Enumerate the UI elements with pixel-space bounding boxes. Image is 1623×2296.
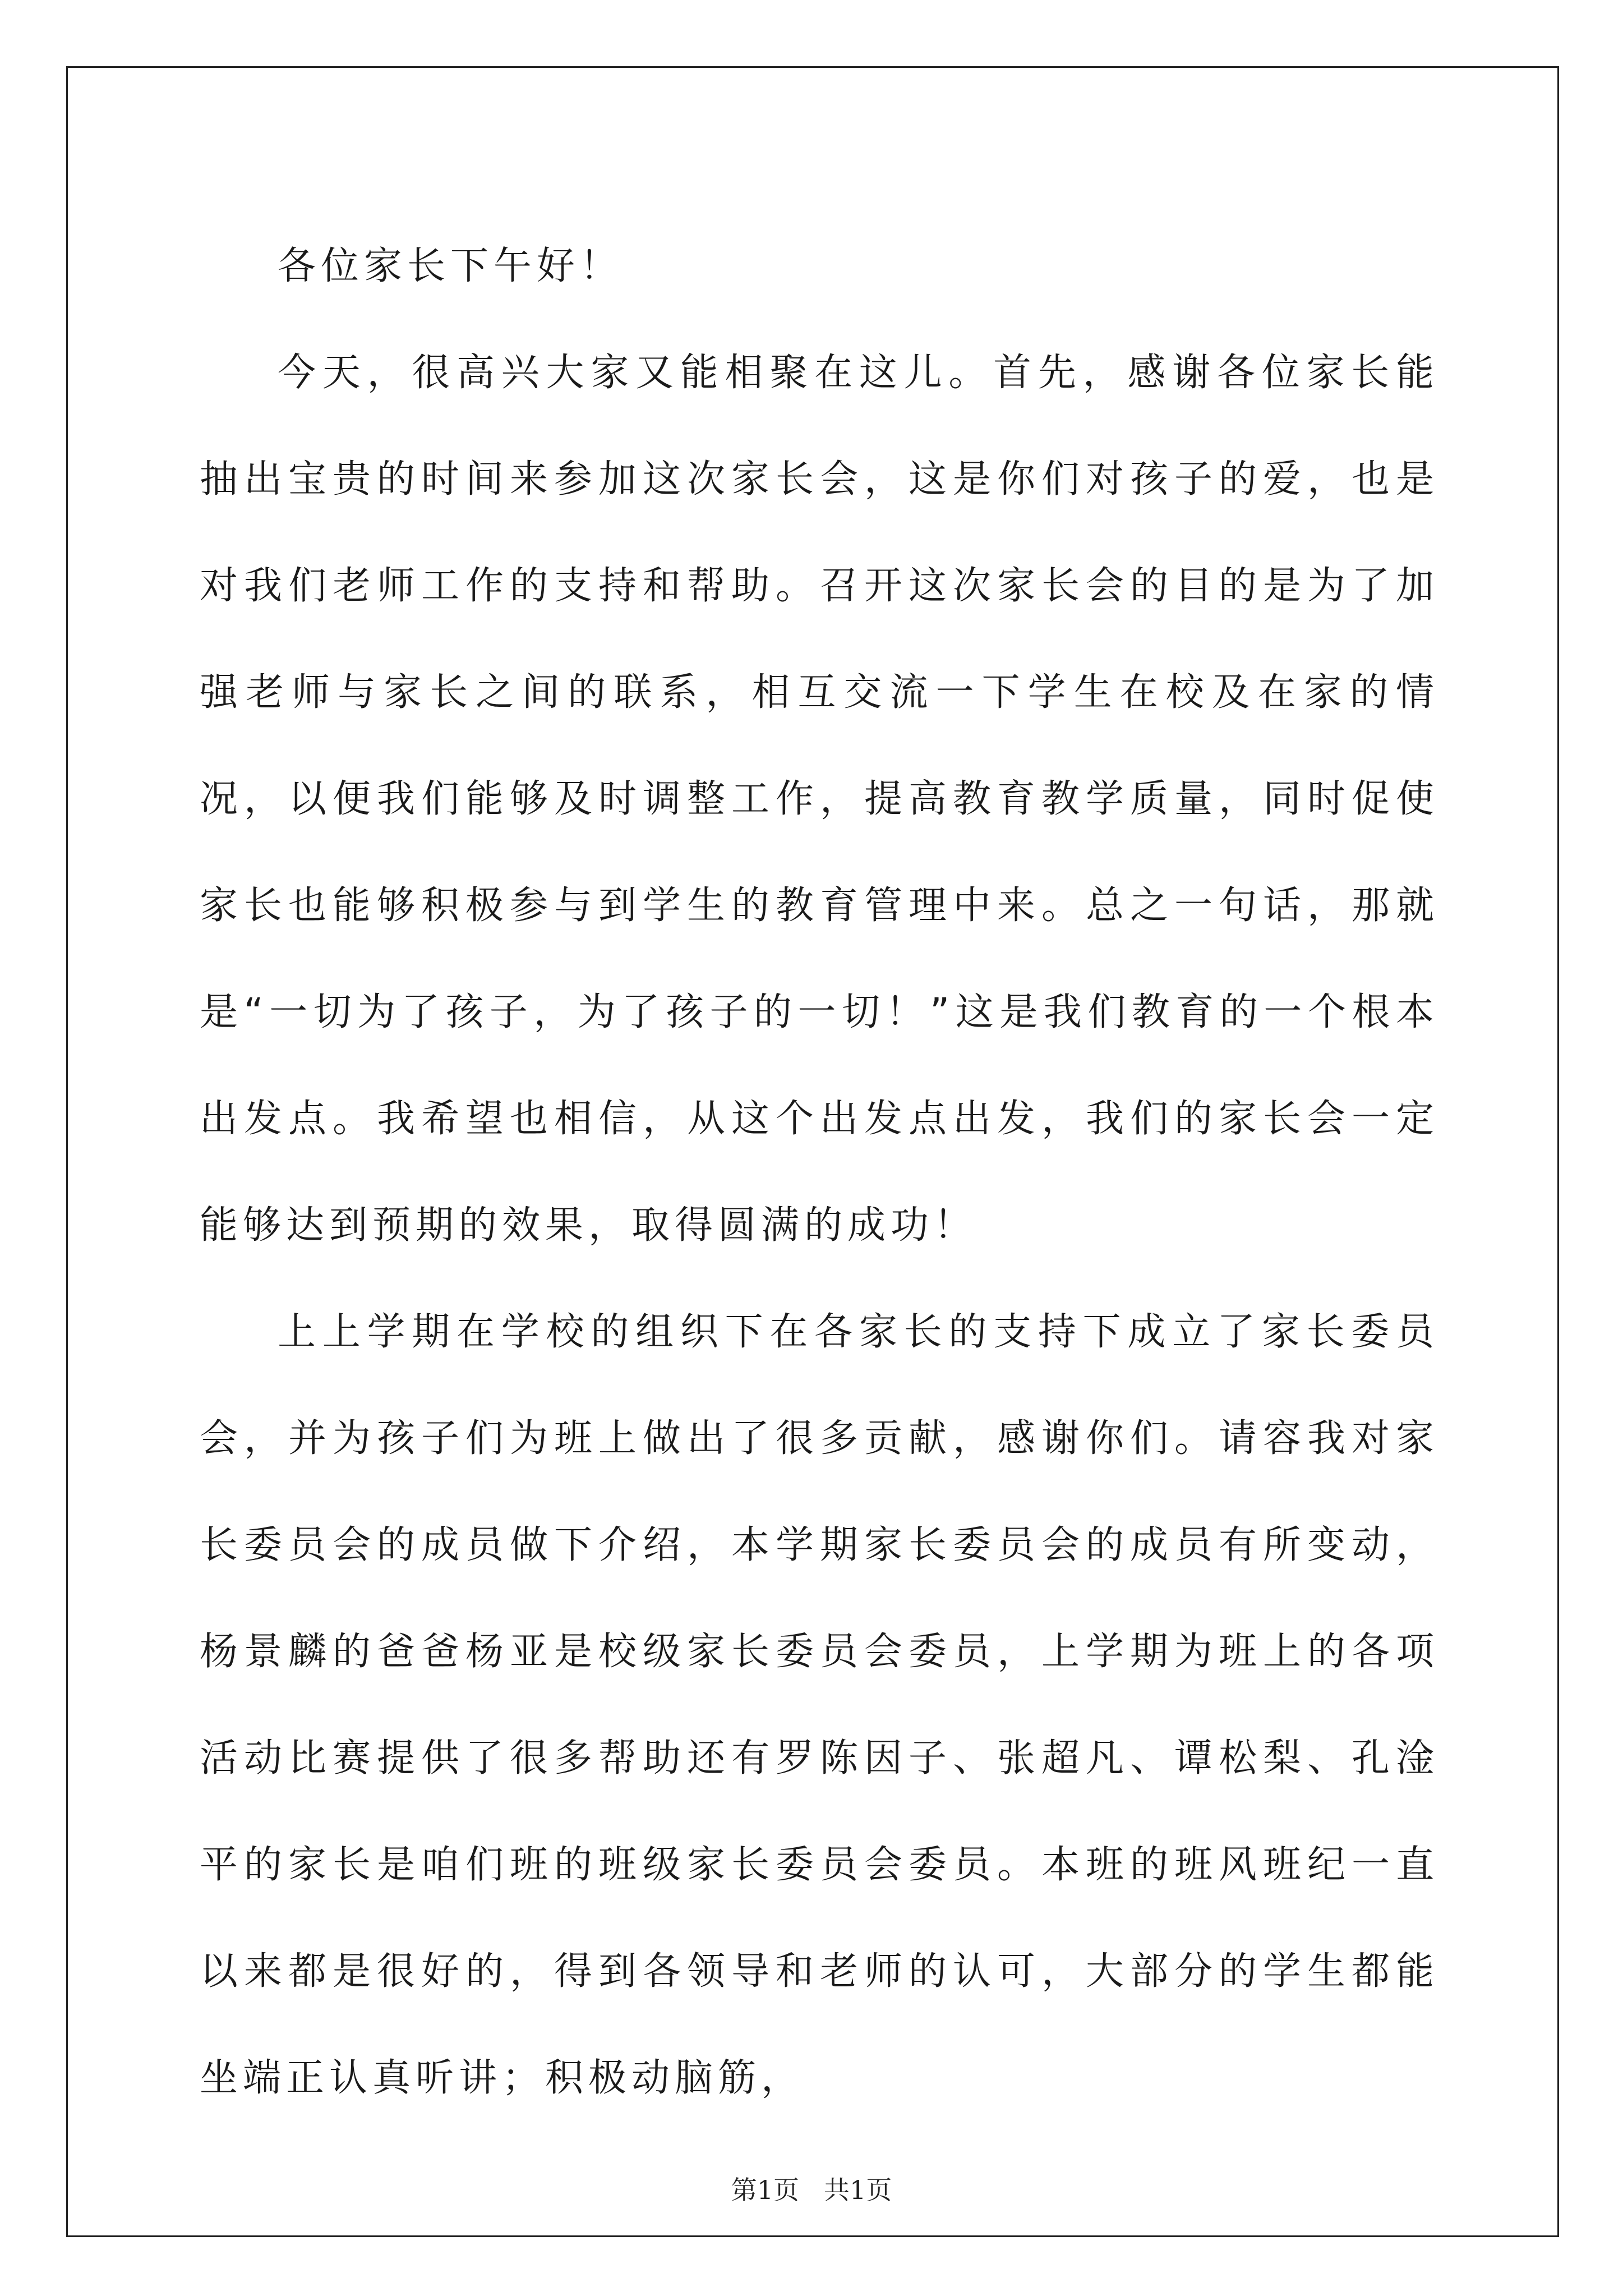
page-total: 共1页 [823,2175,892,2205]
page-number: 第1页 [731,2175,800,2205]
paragraph-2: 上上学期在学校的组织下在各家长的支持下成立了家长委员会，并为孩子们为班上做出了很多贡献，感谢你们。请容我对家长委员会的成员做下介绍，本学期家长委员会的成员有所变动，杨景麟的爸爸杨亚是校级家长委员会委员，上学期为班上的各项活动比赛提供了很多帮助还有罗陈因子、张超凡、谭松梨、孔淦平的家长是咱们班的班级家长委员会委员。本班的班风班纪一直以来都是很好的，得到各领导和老师的认可，大部分的学生都能坐端正认真听讲；积极动脑筋， [200,1310,1439,2100]
page-footer [0,2170,1623,2207]
greeting-line: 各位家长下午好！ [278,244,624,288]
paragraph-1: 今天，很高兴大家又能相聚在这儿。首先，感谢各位家长能抽出宝贵的时间来参加这次家长会，这是你们对孩子的爱，也是对我们老师工作的支持和帮助。召开这次家长会的目的是为了加强老师与家长之间的联系，相互交流一下学生在校及在家的情况，以便我们能够及时调整工作，提高教育教学质量，同时促使家长也能够积极参与到学生的教育管理中来。总之一句话，那就是“一切为了孩子，为了孩子的一切！”这是我们教育的一个根本出发点。我希望也相信，从这个出发点出发，我们的家长会一定能够达到预期的效果，取得圆满的成功！ [200,351,1439,1248]
document-body [200,213,1439,2132]
